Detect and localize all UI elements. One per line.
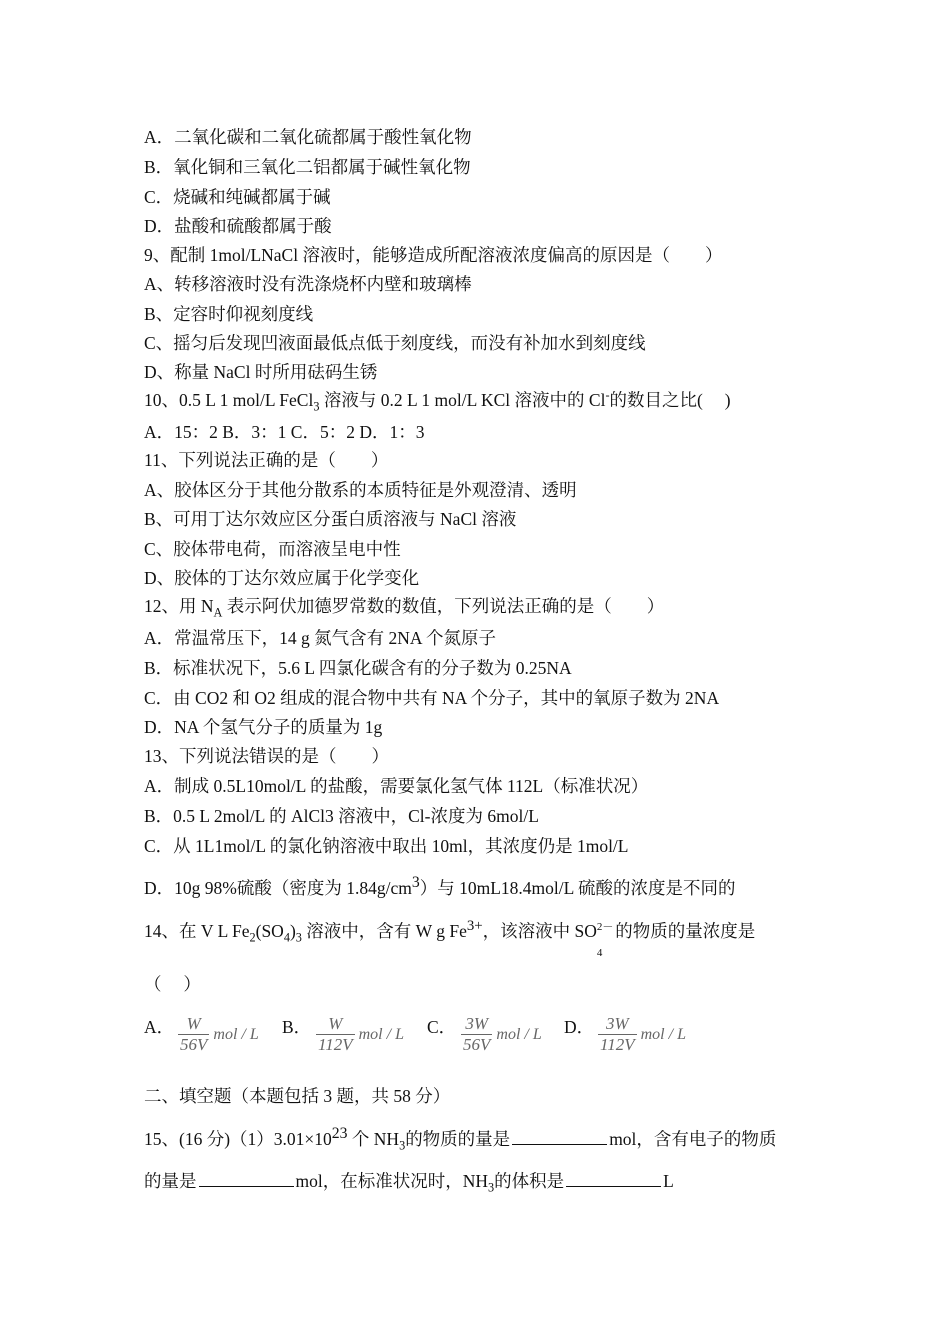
fraction-option-b: $\frac{W}{112V}$ mol / L	[318, 1014, 404, 1054]
option-line: B、定容时仰视刻度线	[144, 304, 314, 324]
answer-blank[interactable]	[199, 1168, 294, 1187]
question-10-options: A．15：2 B．3：1 C．5：2 D．1：3	[144, 422, 425, 442]
option-line: C．由 CO2 和 O2 组成的混合物中共有 NA 个分子，其中的氧原子数为 2NA	[144, 688, 720, 708]
question-10: 10、0.5 L 1 mol/L FeCl$_3$ 溶液与 0.2 L 1 mol/L KCl 溶液中的 Cl-的数目之比( )	[144, 388, 731, 414]
option-label: D．	[564, 1017, 595, 1037]
option-label: A．	[144, 1017, 175, 1037]
fraction-option-d: $\frac{3W}{112V}$ mol / L	[600, 1014, 686, 1054]
question-12: 12、用 $N_A$ 表示阿伏加德罗常数的数值，下列说法正确的是（ ）	[144, 596, 665, 620]
option-line: A．常温常压下，14 g 氮气含有 2NA 个氮原子	[144, 628, 496, 648]
option-line: C、胶体带电荷，而溶液呈电中性	[144, 539, 401, 559]
answer-blank[interactable]	[566, 1168, 661, 1187]
question-14: 14、在 V L $Fe_2(SO_4)_3$ 溶液中，含有 W g $Fe^{3+}$，该溶液中 SO 2－ 4 的物质的量浓度是	[144, 918, 756, 959]
option-line: D．10g 98%硫酸（密度为 $1.84g/cm^3$）与 10mL18.4mol/L 硫酸的浓度是不同的	[144, 874, 736, 898]
option-line: B．0.5 L 2mol/L 的 AlCl3 溶液中，Cl-浓度为 6mol/L	[144, 806, 539, 826]
option-line: B、可用丁达尔效应区分蛋白质溶液与 NaCl 溶液	[144, 509, 517, 529]
option-line: A．二氧化碳和二氧化硫都属于酸性氧化物	[144, 127, 472, 147]
option-line: B．标准状况下，5.6 L 四氯化碳含有的分子数为 0.25NA	[144, 658, 572, 678]
option-line: C．烧碱和纯碱都属于碱	[144, 187, 331, 207]
option-line: D．盐酸和硫酸都属于酸	[144, 216, 332, 236]
option-line: D、胶体的丁达尔效应属于化学变化	[144, 568, 420, 588]
option-line: D、称量 NaCl 时所用砝码生锈	[144, 362, 378, 382]
question-15: 15、(16 分)$(1)3.01\times 10^{23}$ 个 $NH_3$的物质的量是 mol，含有电子的物质	[144, 1125, 777, 1153]
fraction-option-a: $\frac{W}{56V}$ mol / L	[180, 1014, 259, 1054]
answer-blank[interactable]	[512, 1126, 607, 1145]
option-line: A、胶体区分于其他分散系的本质特征是外观澄清、透明	[144, 480, 577, 500]
question-11: 11、下列说法正确的是（ ）	[144, 450, 389, 470]
question-14-paren: （ ）	[144, 974, 201, 994]
option-line: A．制成 0.5L10mol/L 的盐酸，需要氯化氢气体 112L（标准状况）	[144, 776, 649, 796]
question-9: 9、配制 1mol/LNaCl 溶液时，能够造成所配溶液浓度偏高的原因是（ ）	[144, 245, 723, 265]
question-13: 13、下列说法错误的是（ ）	[144, 746, 389, 766]
section-heading: 二、填空题（本题包括 3 题，共 58 分）	[144, 1086, 451, 1106]
question-15-cont: 的量是 mol，在标准状况时，$NH_3$的体积是 L	[144, 1168, 674, 1192]
fraction-option-c: $\frac{3W}{56V}$ mol / L	[463, 1014, 542, 1054]
option-label: B．	[282, 1017, 312, 1037]
option-line: A、转移溶液时没有洗涤烧杯内壁和玻璃棒	[144, 274, 472, 294]
option-label: C．	[427, 1017, 457, 1037]
option-line: B．氧化铜和三氧化二铝都属于碱性氧化物	[144, 157, 471, 177]
option-line: C、摇匀后发现凹液面最低点低于刻度线，而没有补加水到刻度线	[144, 333, 646, 353]
option-line: C．从 1L1mol/L 的氯化钠溶液中取出 10ml，其浓度仍是 1mol/L	[144, 836, 629, 856]
option-line: D．NA 个氢气分子的质量为 1g	[144, 717, 383, 737]
